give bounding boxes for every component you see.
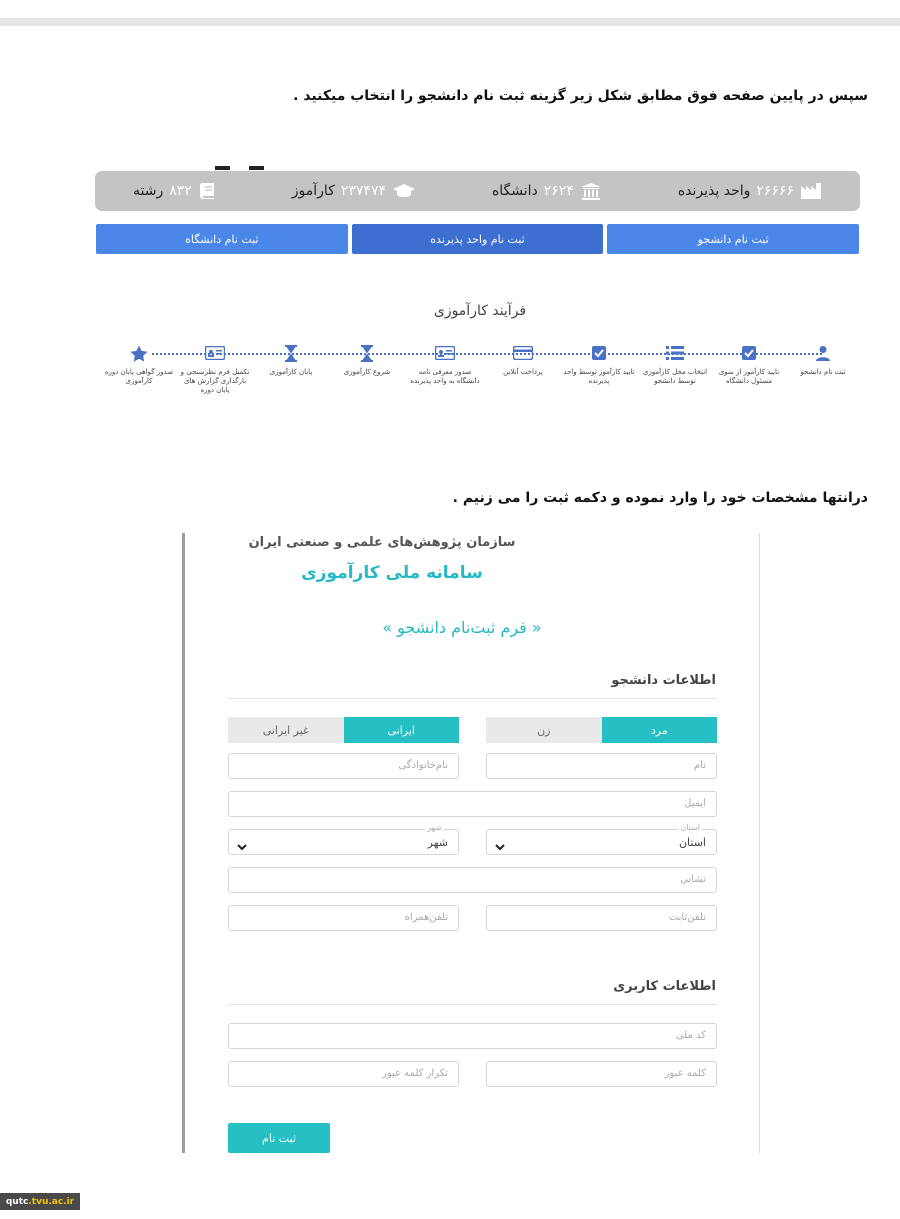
mobile-field[interactable]: تلفن‌همراه: [228, 905, 459, 931]
phone-field[interactable]: تلفن‌ثابت: [486, 905, 717, 931]
nationality-iranian-option[interactable]: ایرانی: [344, 717, 460, 743]
step-label: شروع کارآموزی: [343, 368, 391, 376]
first-name-field[interactable]: نام: [486, 753, 717, 779]
factory-icon: [800, 182, 822, 200]
step-label: ثبت نام دانشجو: [800, 368, 846, 376]
list-icon: [638, 343, 712, 363]
stat-number: ۲۶۲۴: [543, 183, 574, 199]
chevron-down-icon: [495, 837, 505, 856]
book-icon: [198, 182, 216, 200]
step-label: تایید کارآموز از سوی مسئول دانشگاه: [718, 368, 780, 385]
id-card-icon: [408, 343, 482, 363]
nationality-toggle: [228, 717, 459, 743]
step-label: تکمیل فرم نظرسنجی و بارگذاری گزارش های پایان دوره: [180, 368, 250, 394]
process-step: [786, 343, 860, 377]
process-step: [486, 343, 560, 377]
city-value: شهر: [427, 836, 448, 849]
process-step: [102, 343, 176, 386]
stat-label: رشته: [133, 183, 164, 199]
step-label: انتخاب محل کارآموزی توسط دانشجو: [642, 368, 708, 385]
process-step: [178, 343, 252, 395]
last-name-field[interactable]: نام‌خانوادگی: [228, 753, 459, 779]
province-select[interactable]: [486, 823, 717, 855]
stat-units: [678, 182, 822, 200]
instruction-text-1: سپس در پایین صفحه فوق مطابق شکل زیر گزینه ثبت نام دانشجو را انتخاب میکنید .: [293, 88, 868, 104]
step-label: پرداخت آنلاین: [503, 368, 543, 376]
stat-number: ۸۳۲: [169, 183, 192, 199]
hourglass-end-icon: [254, 343, 328, 363]
national-code-field[interactable]: کد ملی: [228, 1023, 717, 1049]
process-step: [408, 343, 482, 386]
step-label: تایید کارآموز توسط واحد پذیرنده: [563, 368, 635, 385]
stat-label: واحد پذیرنده: [677, 183, 751, 199]
process-step: [330, 343, 404, 377]
site-watermark: [0, 1193, 80, 1210]
password-field[interactable]: کلمه عبور: [486, 1061, 717, 1087]
stat-label: دانشگاه: [491, 183, 538, 199]
check-icon: [562, 343, 636, 363]
stat-fields: [133, 182, 216, 200]
process-steps: [100, 343, 860, 413]
divider: [228, 698, 717, 699]
watermark-domain: .tvu.ac.ir: [28, 1196, 75, 1207]
province-caption: استان: [680, 823, 700, 832]
user-icon: [786, 343, 860, 363]
chevron-down-icon: [237, 837, 247, 856]
organization-name: سازمان پژوهش‌های علمی و صنعتی ایران: [248, 535, 516, 550]
gender-female-option[interactable]: زن: [486, 717, 602, 743]
city-caption: شهر: [427, 823, 442, 832]
process-title: فرآیند کارآموزی: [433, 303, 527, 319]
stat-label: کارآموز: [291, 183, 335, 199]
password-repeat-field[interactable]: تکرار کلمه عبور: [228, 1061, 459, 1087]
process-step: [562, 343, 636, 386]
stat-number: ۲۳۷۴۷۴: [340, 183, 386, 199]
stats-bar: [95, 171, 860, 211]
process-step: [712, 343, 786, 386]
stat-trainees: [292, 183, 416, 199]
step-label: صدور گواهی پایان دوره کارآموزی: [104, 368, 174, 385]
province-value: استان: [678, 836, 706, 849]
hourglass-start-icon: [330, 343, 404, 363]
nationality-foreign-option[interactable]: غیر ایرانی: [228, 717, 344, 743]
instruction-text-2: درانتها مشخصات خود را وارد نموده و دکمه ثبت را می زنیم .: [452, 490, 868, 506]
city-select[interactable]: [228, 823, 459, 855]
graduation-cap-icon: [392, 183, 416, 199]
university-register-button[interactable]: ثبت نام دانشگاه: [96, 224, 348, 254]
email-field[interactable]: ایمیل: [228, 791, 717, 817]
stat-number: ۲۶۶۶۶: [756, 183, 795, 199]
host-unit-register-button[interactable]: ثبت نام واحد پذیرنده: [352, 224, 604, 254]
address-field[interactable]: نشانی: [228, 867, 717, 893]
check-icon: [712, 343, 786, 363]
divider: [228, 1004, 717, 1005]
star-icon: [102, 343, 176, 363]
form-title: « فرم ثبت‌نام دانشجو »: [382, 618, 542, 637]
gender-male-option[interactable]: مرد: [602, 717, 718, 743]
process-step: [638, 343, 712, 386]
university-icon: [580, 182, 602, 200]
watermark-prefix: qutc: [5, 1196, 29, 1207]
system-name: سامانه ملی کارآموزی: [301, 563, 483, 583]
step-label: صدور معرفی نامه دانشگاه به واحد پذیرنده: [410, 368, 480, 385]
submit-button[interactable]: ثبت نام: [228, 1123, 330, 1153]
gender-toggle: [486, 717, 717, 743]
id-card-icon: [178, 343, 252, 363]
credit-card-icon: [486, 343, 560, 363]
top-strip: [0, 0, 900, 30]
section-user-info: اطلاعات کاربری: [613, 979, 716, 994]
process-step: [254, 343, 328, 377]
student-register-button[interactable]: ثبت نام دانشجو: [607, 224, 859, 254]
step-label: پایان کارآموزی: [269, 368, 313, 376]
stat-universities: [492, 182, 602, 200]
registration-buttons: [96, 224, 859, 254]
section-student-info: اطلاعات دانشجو: [611, 673, 716, 688]
